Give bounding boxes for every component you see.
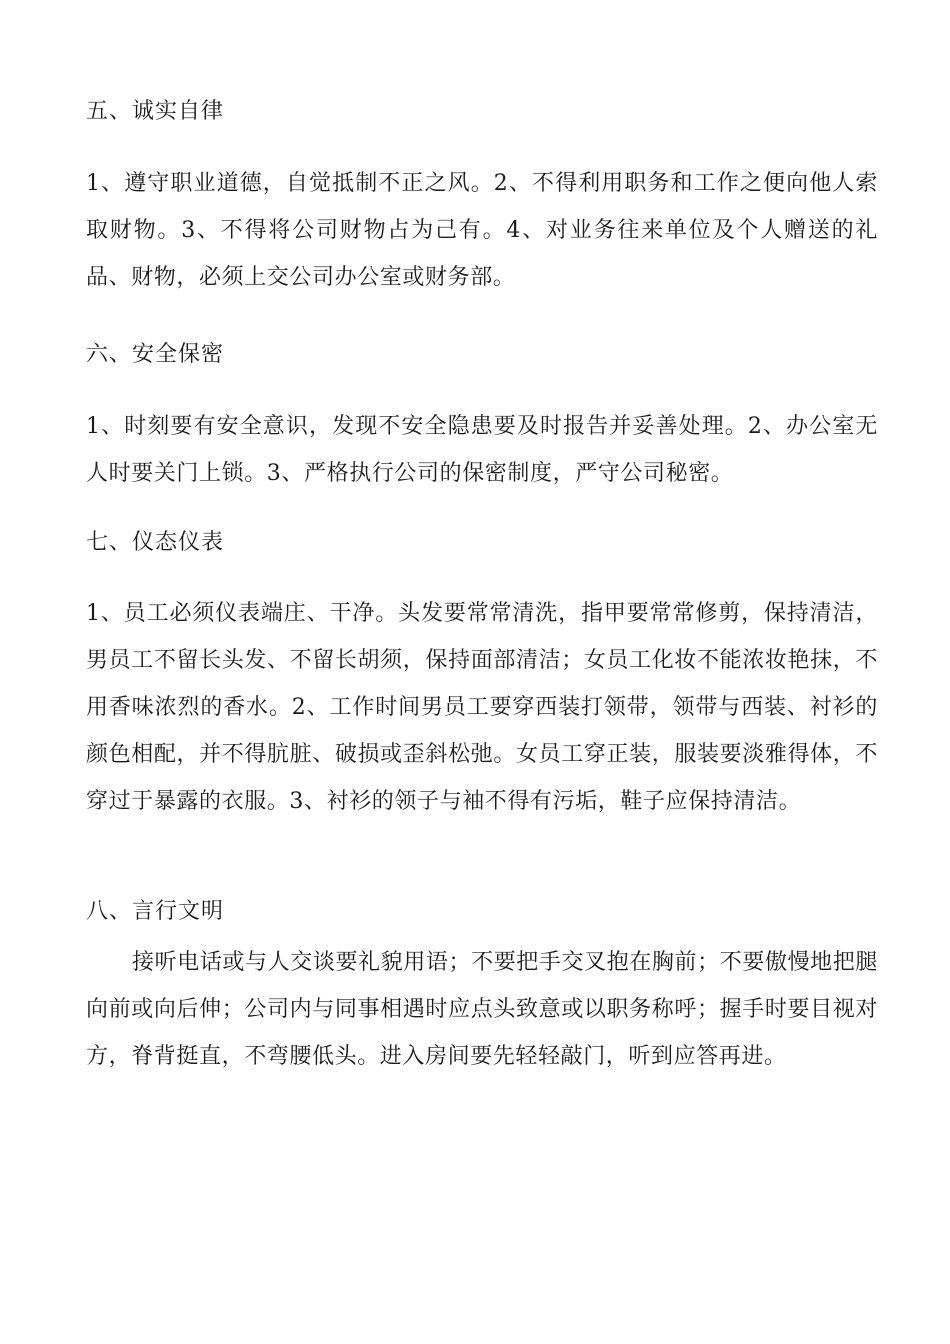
section-heading-security: 六、安全保密 [86,342,225,367]
section-body-appearance: 1、员工必须仪表端庄、干净。头发要常常清洗，指甲要常常修剪，保持清洁，男员工不留长头发、不留长胡须，保持面部清洁；女员工化妆不能浓妆艳抹，不用香味浓烈的香水。2、工作时间男员工要穿西装打领带，领带与西装、衬衫的颜色相配，并不得肮脏、破损或歪斜松弛。女员工穿正装，服装要淡雅得体，不穿过于暴露的衣服。3、衬衫的领子与袖不得有污垢，鞋子应保持清洁。 [86,601,878,814]
section-heading-conduct: 八、言行文明 [86,899,225,924]
section-heading-honesty: 五、诚实自律 [86,99,225,124]
section-heading-appearance: 七、仪态仪表 [86,530,225,555]
section-body-honesty: 1、遵守职业道德，自觉抵制不正之风。2、不得利用职务和工作之便向他人索取财物。3、不得将公司财物占为己有。4、对业务往来单位及个人赠送的礼品、财物，必须上交公司办公室或财务部。 [86,171,878,290]
section-body-security: 1、时刻要有安全意识，发现不安全隐患要及时报告并妥善处理。2、办公室无人时要关门上锁。3、严格执行公司的保密制度，严守公司秘密。 [86,414,878,486]
section-body-conduct: 接听电话或与人交谈要礼貌用语；不要把手交叉抱在胸前；不要傲慢地把腿向前或向后伸；公司内与同事相遇时应点头致意或以职务称呼；握手时要目视对方，脊背挺直，不弯腰低头。进入房间要先轻轻敲门，听到应答再进。 [86,950,878,1069]
